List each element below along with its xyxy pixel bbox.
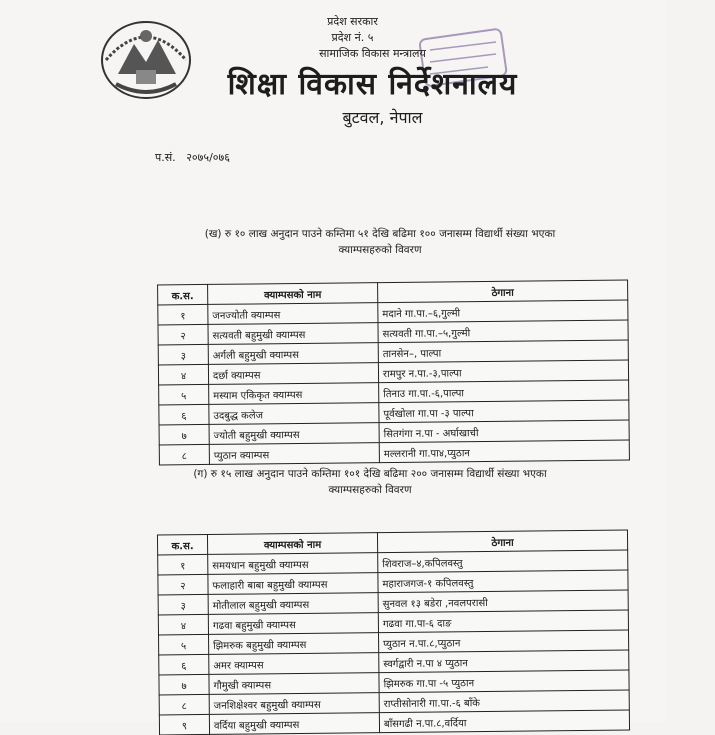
row-sn: १	[158, 304, 208, 325]
row-sn: ४	[158, 364, 208, 385]
row-campus-name: समयधान बहुमुखी क्याम्पस	[208, 553, 378, 575]
row-campus-name: गौमुखी क्याम्पस	[209, 673, 379, 695]
row-address: सत्यवती गा.पा.–५,गुल्मी	[378, 320, 628, 343]
table-row	[159, 710, 629, 735]
row-campus-name: मस्याम एकिकृत क्याम्पस	[209, 383, 379, 405]
ref-value: २०७५/०७६	[186, 151, 230, 164]
row-sn: ५	[159, 634, 209, 655]
col-header-sn: क.स.	[158, 284, 208, 305]
row-address: गढवा गा.पा-६ दाङ	[378, 610, 628, 633]
row-address: रामपुर न.पा.-३,पाल्पा	[378, 360, 628, 383]
row-sn: ७	[159, 674, 209, 695]
row-campus-name: उदबुद्ध कलेज	[209, 403, 379, 425]
row-sn: २	[158, 324, 208, 345]
section-ga-table	[157, 530, 630, 735]
row-campus-name: झिमरुक बहुमुखी क्याम्पस	[209, 633, 379, 655]
row-campus-name: दर्छा क्याम्पस	[208, 363, 378, 385]
row-sn: ७	[159, 424, 209, 445]
section-kha-title	[150, 226, 610, 258]
section-kha-title-line1: (ख) रु १० लाख अनुदान पाउने कम्तिमा ५१ देखि बढिमा १०० जनासम्म विद्यार्थी संख्या भएका	[204, 228, 556, 240]
col-header-sn: क.स.	[157, 534, 207, 555]
department-address: बुटवल, नेपाल	[342, 108, 423, 127]
row-address: स्वर्गद्वारी न.पा ४ प्युठान	[379, 650, 629, 673]
col-header-address: ठेगाना	[378, 280, 628, 303]
ref-label: प.सं.	[155, 151, 176, 164]
row-address: बाँसगढी न.पा.८,वर्दिया	[379, 710, 629, 733]
section-ga-title	[140, 466, 600, 498]
col-header-name: क्याम्पसको नाम	[208, 283, 378, 305]
ministry-label: सामाजिक विकास मन्त्रालय	[319, 47, 426, 60]
row-address: प्युठान न.पा.८,प्युठान	[379, 630, 629, 653]
row-campus-name: वर्दिया बहुमुखी क्याम्पस	[209, 713, 379, 735]
row-campus-name: प्युठान क्याम्पस	[209, 443, 379, 465]
row-address: तिनाउ गा.पा.-६,पाल्पा	[379, 380, 629, 403]
section-kha-table	[157, 280, 630, 466]
row-address: तानसेन–, पाल्पा	[378, 340, 628, 363]
row-address: सितगंगा न.पा - अर्घाखाची	[379, 420, 629, 443]
row-campus-name: फलाहारी बाबा बहुमुखी क्याम्पस	[208, 573, 378, 595]
row-sn: ९	[159, 714, 209, 735]
row-campus-name: ज्योती बहुमुखी क्याम्पस	[209, 423, 379, 445]
col-header-address: ठेगाना	[377, 530, 627, 553]
row-sn: ६	[159, 404, 209, 425]
row-campus-name: जनज्योती क्याम्पस	[208, 303, 378, 325]
row-sn: १	[158, 554, 208, 575]
row-address: मल्लरानी गा.पा४,प्युठान	[379, 440, 629, 463]
reference-number	[155, 150, 230, 165]
department-title: शिक्षा विकास निर्देशनालय	[227, 67, 518, 102]
row-address: मदाने गा.पा.–६,गुल्मी	[378, 300, 628, 323]
government-label: प्रदेश सरकार	[327, 15, 378, 28]
row-sn: ८	[159, 444, 209, 465]
section-ga-title-line1: (ग) रु १५ लाख अनुदान पाउने कम्तिमा १०१ देखि बढिमा २०० जनासम्म विद्यार्थी संख्या भएका	[193, 468, 547, 480]
row-campus-name: मोतीलाल बहुमुखी क्याम्पस	[208, 593, 378, 615]
row-address: शिवराज–४,कपिलवस्तु	[378, 550, 628, 573]
row-sn: ३	[158, 594, 208, 615]
row-sn: ५	[159, 384, 209, 405]
row-address: पूर्वखोला गा.पा -३ पाल्पा	[379, 400, 629, 423]
row-sn: ४	[158, 614, 208, 635]
row-address: झिमरुक गा.पा -५ प्युठान	[379, 670, 629, 693]
col-header-name: क्याम्पसको नाम	[207, 533, 377, 555]
province-label: प्रदेश नं. ५	[331, 31, 374, 44]
row-campus-name: गढवा बहुमुखी क्याम्पस	[208, 613, 378, 635]
row-address: सुनवल १३ बडेरा ,नवलपरासी	[378, 590, 628, 613]
row-sn: २	[158, 574, 208, 595]
row-campus-name: अमर क्याम्पस	[209, 653, 379, 675]
table-row	[159, 440, 629, 465]
row-sn: ६	[159, 654, 209, 675]
row-campus-name: सत्यवती बहुमुखी क्याम्पस	[208, 323, 378, 345]
section-ga-title-line2: क्याम्पसहरुको विवरण	[328, 484, 412, 496]
row-sn: ८	[159, 694, 209, 715]
row-address: महाराजगज-१ कपिलवस्तु	[378, 570, 628, 593]
row-address: राप्तीसोनारी गा.पा.-६ बाँके	[379, 690, 629, 713]
section-kha-title-line2: क्याम्पसहरुको विवरण	[338, 244, 422, 256]
row-campus-name: अर्गली बहुमुखी क्याम्पस	[208, 343, 378, 365]
row-sn: ३	[158, 344, 208, 365]
row-campus-name: जनशिक्षेश्वर बहुमुखी क्याम्पस	[209, 693, 379, 715]
